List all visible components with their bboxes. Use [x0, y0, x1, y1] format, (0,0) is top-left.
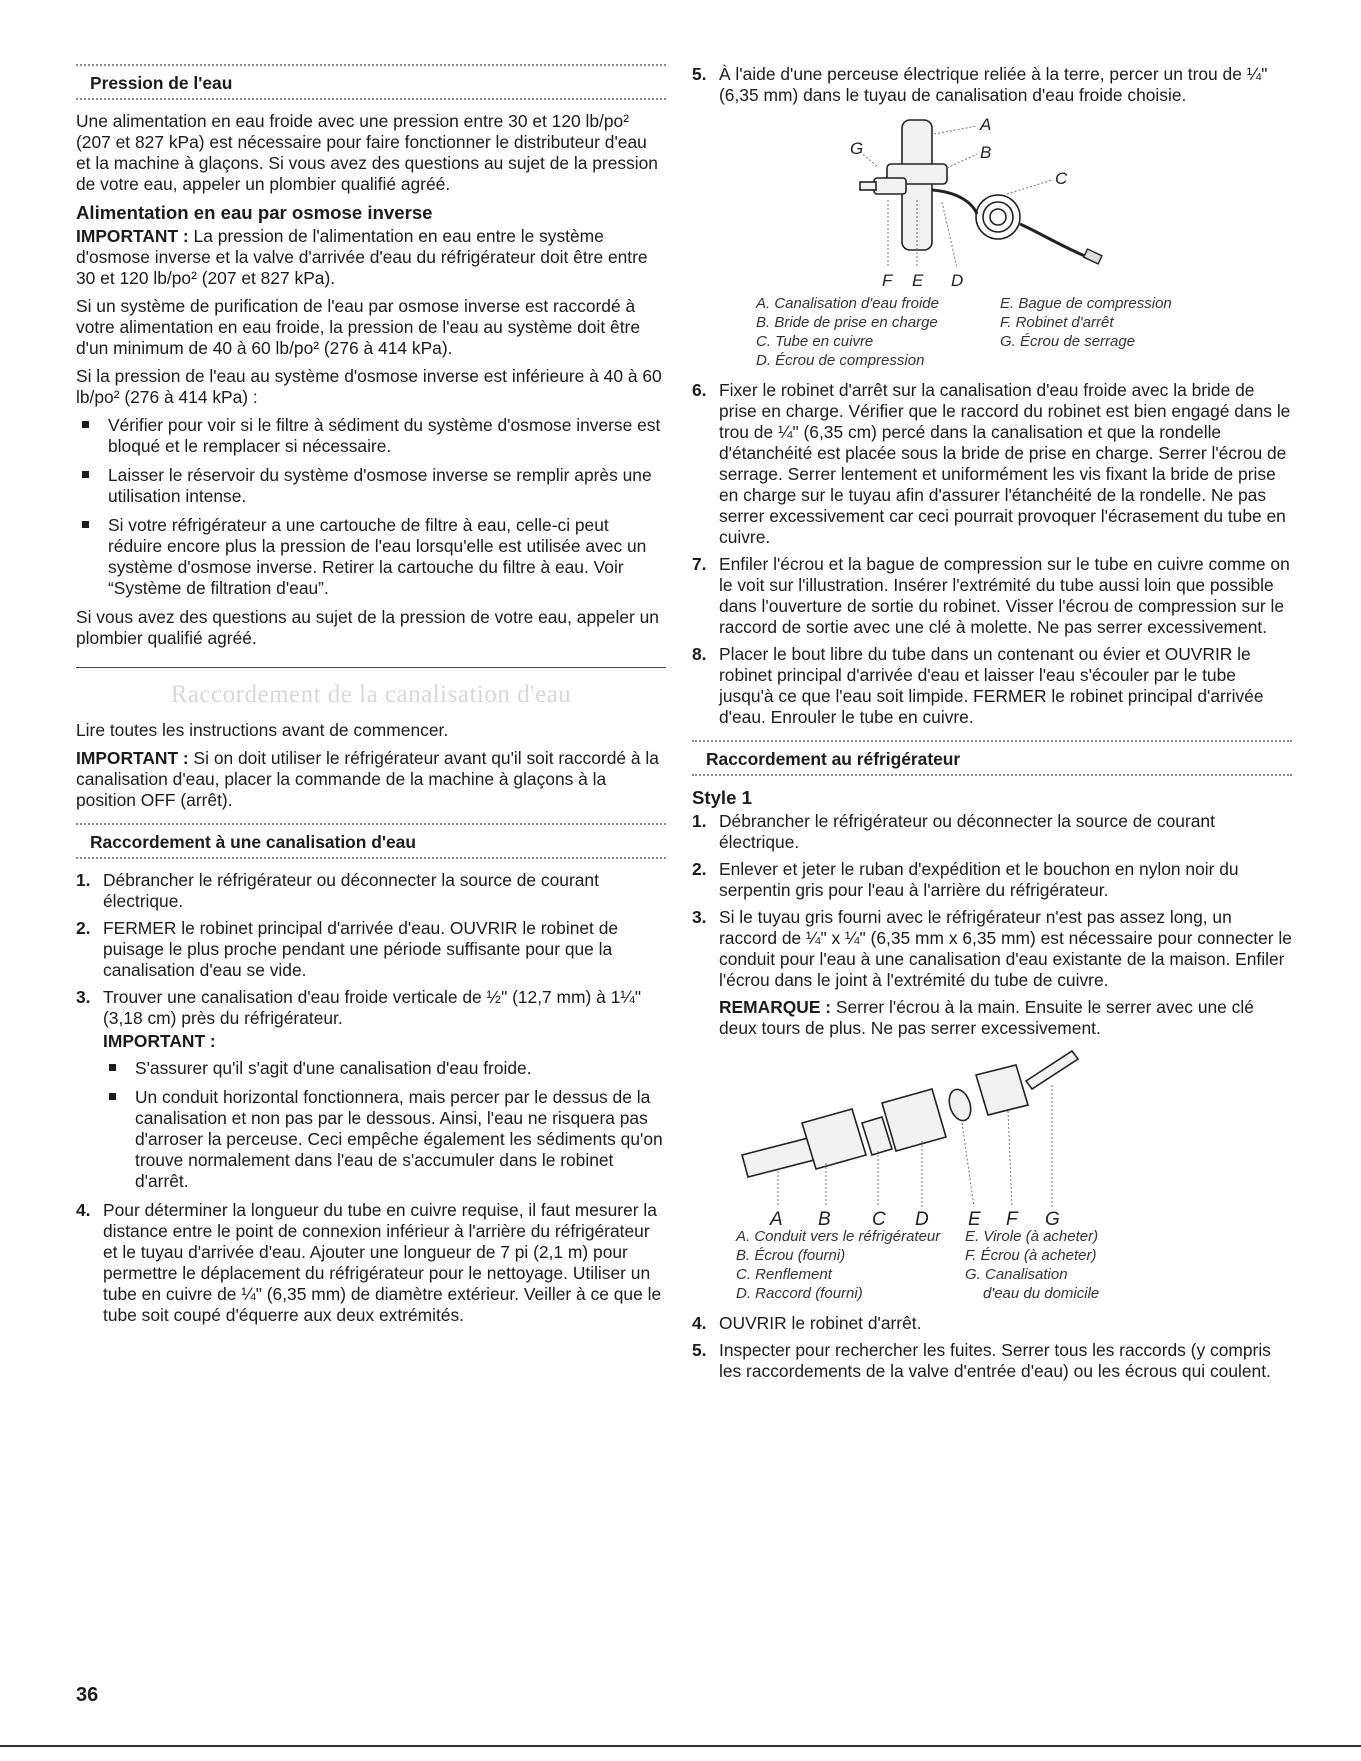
- step-item: 6. Fixer le robinet d'arrêt sur la canalisation d'eau froide avec la bride de prise en charge. Vérifier que le raccord du robinet est bien engagé dans le trou de ¼" (6,35 cm) percé dans la canalisation et que la rondelle d'étanchéité est placée sous la bride de prise en charge. Serrer l'écrou de serrage. Serrer lentement et uniformément les vis fixant la bride de prise en charge sur le tuyau afin d'assurer l'étanchéité de la rondelle. Ne pas serrer excessivement car ceci pourrait provoquer l'écrasement du tube en cuivre.: [692, 380, 1291, 547]
- caption: B. Bride de prise en charge: [756, 314, 938, 331]
- caption: E. Virole (à acheter): [965, 1228, 1099, 1245]
- caption: A. Conduit vers le réfrigérateur: [736, 1228, 941, 1245]
- step-item: 3. Si le tuyau gris fourni avec le réfrigérateur n'est pas assez long, un raccord de ¼" x ¼" (6,35 mm x 6,35 mm) est nécessaire pour connecter le conduit pour l'eau à une canalisation d'eau existante de la maison. Enfiler l'écrou dans le joint à l'extrémité du tube de cuivre. REMARQUE : Serrer l'écrou à la main. Ensuite le serrer avec une clé deux tours de plus. Ne pas serrer excessivement.: [692, 907, 1292, 1038]
- copper-tube-end: [1020, 224, 1087, 257]
- leader-line: [934, 126, 977, 134]
- shutoff-valve-figure: [752, 112, 1292, 294]
- remarque-note: REMARQUE : Serrer l'écrou à la main. Ensuite le serrer avec une clé deux tours de plus. Ne pas serrer excessivement.: [719, 997, 1254, 1038]
- caption: G. Écrou de serrage: [1000, 333, 1136, 350]
- figure-label: C: [872, 1209, 886, 1227]
- section-divider: [76, 667, 666, 668]
- step-item: 2. FERMER le robinet principal d'arrivée d'eau. OUVRIR le robinet de puisage le plus proche pendant une période suffisante pour que la canalisation d'eau se vide.: [76, 918, 619, 980]
- figure-label: A: [770, 1209, 783, 1227]
- style-heading: Style 1: [692, 787, 752, 808]
- copper-tube: [932, 190, 977, 214]
- caption: d'eau du domicile: [983, 1285, 1100, 1302]
- caption: B. Écrou (fourni): [736, 1247, 846, 1264]
- figure1-captions: [756, 294, 1226, 370]
- copper-coil: [983, 202, 1013, 232]
- dotted-rule: [76, 857, 666, 862]
- bottom-rule: [0, 1745, 1361, 1747]
- fitting-figure: [732, 1045, 1292, 1227]
- supplied-fitting: [882, 1089, 946, 1151]
- bullet-item: Vérifier pour voir si le filtre à sédiment du système d'osmose inverse est bloqué et le remplacer si nécessaire.: [76, 415, 666, 457]
- page-number: 36: [76, 1684, 99, 1706]
- step-item: 5. Inspecter pour rechercher les fuites. Serrer tous les raccords (y compris les raccordements de la valve d'entrée d'eau) ou les écrous qui coulent.: [692, 1340, 1271, 1381]
- figure-label: D: [951, 271, 964, 290]
- dotted-rule: [76, 98, 666, 103]
- figure-label: G: [1045, 1209, 1060, 1227]
- step-item: 1. Débrancher le réfrigérateur ou déconnecter la source de courant électrique.: [76, 870, 599, 911]
- bullet-square-icon: [109, 1093, 116, 1100]
- bullet-square-icon: [82, 471, 89, 478]
- osmose-paragraph-2: Si un système de purification de l'eau par osmose inverse est raccordé à votre alimentation en eau froide, la pression de l'eau au système doit être d'un minimum de 40 à 60 lb/po² (276 à 414 kPa).: [76, 296, 641, 358]
- bullet-item: Un conduit horizontal fonctionnera, mais percer par le dessus de la canalisation et non pas par le dessous. Ainsi, l'eau ne risquera pas d'arroser la perceuse. Ceci empêche également les sédiments qu'on trouve normalement dans l'eau de s'accumuler dans le robinet d'arrêt.: [103, 1087, 666, 1192]
- osmose-important: IMPORTANT : La pression de l'alimentation en eau entre le système d'osmose inverse et la valve d'arrivée d'eau du réfrigérateur doit être entre 30 et 120 lb/po² (207 et 827 kPa).: [76, 226, 648, 288]
- shutoff-valve-body: [874, 178, 906, 194]
- refrigerateur-heading: Raccordement au réfrigérateur: [706, 749, 961, 769]
- bullet-square-icon: [109, 1064, 116, 1071]
- caption: D. Raccord (fourni): [736, 1285, 863, 1302]
- step-item: 8. Placer le bout libre du tube dans un contenant ou évier et OUVRIR le robinet principal d'arrivée d'eau et laisser l'eau s'écouler par le tube jusqu'à ce que l'eau soit limpide. FERMER le robinet principal d'arrivée d'eau. Enrouler le tube en cuivre.: [692, 644, 1264, 727]
- caption: C. Renflement: [736, 1266, 832, 1283]
- copper-coil: [990, 209, 1006, 225]
- bullet-item: S'assurer qu'il s'agit d'une canalisation d'eau froide.: [103, 1058, 666, 1079]
- ferrule: [946, 1087, 975, 1124]
- figure-label: A: [980, 115, 992, 134]
- household-water-line: [1026, 1051, 1078, 1089]
- figure-label: D: [915, 1209, 929, 1227]
- compression-fitting: [1084, 249, 1102, 264]
- figure2-captions: [736, 1227, 1176, 1303]
- caption: F. Robinet d'arrêt: [1000, 314, 1114, 331]
- shutoff-valve-illustration: [752, 112, 1172, 294]
- valve-handle: [860, 182, 876, 190]
- step-item: 4. OUVRIR le robinet d'arrêt.: [692, 1313, 922, 1333]
- step-item: 3. Trouver une canalisation d'eau froide verticale de ½" (12,7 mm) à 1¼" (3,18 cm) près du réfrigérateur. IMPORTANT : S'assurer qu'il s'agit d'une canalisation d'eau froide. Un conduit horizontal fonctionnera, mais percer par le dessus de la canalisation et non pas par le dessous. Ainsi, l'eau ne risquera pas d'arroser la perceuse. Ceci empêche également les sédiments qu'on trouve normalement dans l'eau de s'accumuler dans le robinet d'arrêt.: [76, 987, 666, 1192]
- osmose-heading: Alimentation en eau par osmose inverse: [76, 202, 433, 223]
- figure-label: B: [980, 143, 992, 162]
- caption: C. Tube en cuivre: [756, 333, 874, 350]
- bullet-square-icon: [82, 421, 89, 428]
- fitting-illustration: [732, 1045, 1172, 1227]
- leader-line: [1007, 180, 1052, 194]
- leader-line: [1008, 1111, 1012, 1207]
- osmose-paragraph-4: Si vous avez des questions au sujet de la pression de votre eau, appeler un plombier qualifié agréé.: [76, 607, 659, 648]
- figure-label: E: [968, 1209, 981, 1227]
- step-item: 1. Débrancher le réfrigérateur ou déconnecter la source de courant électrique.: [692, 811, 1215, 852]
- caption: D. Écrou de compression: [756, 352, 925, 369]
- figure-label: E: [912, 271, 924, 290]
- pression-paragraph: Une alimentation en eau froide avec une pression entre 30 et 120 lb/po² (207 et 827 kPa) est nécessaire pour faire fonctionner le distributeur d'eau et la machine à glaçons. Si vous avez des questions au sujet de la pression de votre eau, appeler un plombier qualifié agréé.: [76, 111, 658, 194]
- intro-paragraph: Lire toutes les instructions avant de commencer.: [76, 720, 449, 740]
- dotted-rule: [692, 774, 1292, 779]
- figure-label: B: [818, 1209, 831, 1227]
- step3-important: IMPORTANT :: [103, 1031, 216, 1051]
- osmose-paragraph-3: Si la pression de l'eau au système d'osmose inverse est inférieure à 40 à 60 lb/po² (276 à 414 kPa) :: [76, 366, 662, 407]
- step-item: 2. Enlever et jeter le ruban d'expédition et le bouchon en nylon noir du serpentin gris pour l'eau à l'arrière du réfrigérateur.: [692, 859, 1239, 900]
- step-item: 4. Pour déterminer la longueur du tube en cuivre requise, il faut mesurer la distance entre le point de connexion inférieur à l'arrière du réfrigérateur et le tuyau d'arrivée d'eau. Ajouter une longueur de 7 pi (2,1 m) pour permettre le déplacement du réfrigérateur pour le nettoyage. Utiliser un tube en cuivre de ¼" (6,35 mm) de diamètre extérieur. Veiller à ce que le tube soit coupé d'équerre aux deux extrémités.: [76, 1200, 662, 1325]
- caption: F. Écrou (à acheter): [965, 1247, 1097, 1264]
- figure-label: F: [882, 271, 893, 290]
- bullet-item: Laisser le réservoir du système d'osmose inverse se remplir après une utilisation intense.: [76, 465, 666, 507]
- pression-heading-block: [76, 64, 666, 103]
- step-item: 5. À l'aide d'une perceuse électrique reliée à la terre, percer un trou de ¼" (6,35 mm) dans le tuyau de canalisation d'eau froide choisie.: [692, 64, 1268, 105]
- refrigerateur-heading-block: [692, 740, 1292, 779]
- leader-line: [947, 154, 977, 168]
- caption: A. Canalisation d'eau froide: [756, 295, 939, 312]
- right-column: [692, 64, 1292, 1388]
- conduit-tube: [742, 1137, 818, 1177]
- caption: G. Canalisation: [965, 1266, 1068, 1283]
- leader-line: [962, 1123, 974, 1207]
- figure-label: G: [850, 139, 864, 158]
- figure-label: F: [1006, 1209, 1018, 1227]
- purchased-nut: [976, 1065, 1028, 1115]
- section-title: Raccordement de la canalisation d'eau: [170, 681, 572, 708]
- bullet-item: Si votre réfrigérateur a une cartouche de filtre à eau, celle-ci peut réduire encore plus la pression de l'eau lorsqu'elle est utilisée avec un système d'osmose inverse. Retirer la cartouche du filtre à eau. Voir “Système de filtration d'eau”.: [76, 515, 666, 599]
- figure-label: C: [1055, 169, 1068, 188]
- step-item: 7. Enfiler l'écrou et la bague de compression sur le tube en cuivre comme on le voit sur l'illustration. Insérer l'extrémité du tube aussi loin que possible dans l'ouverture de sortie du robinet. Visser l'écrou de compression sur le raccord de sortie avec une clé à molette. Ne pas serrer excessivement.: [692, 554, 1290, 637]
- caption: E. Bague de compression: [1000, 295, 1172, 312]
- raccordement-important: IMPORTANT : Si on doit utiliser le réfrigérateur avant qu'il soit raccordé à la canalisation d'eau, placer la commande de la machine à glaçons à la position OFF (arrêt).: [76, 748, 659, 810]
- pression-heading: Pression de l'eau: [90, 73, 233, 93]
- canalisation-heading: Raccordement à une canalisation d'eau: [90, 832, 416, 852]
- canalisation-heading-block: [76, 823, 666, 862]
- leader-line: [942, 202, 957, 268]
- left-column: [76, 64, 666, 1332]
- bullet-square-icon: [82, 521, 89, 528]
